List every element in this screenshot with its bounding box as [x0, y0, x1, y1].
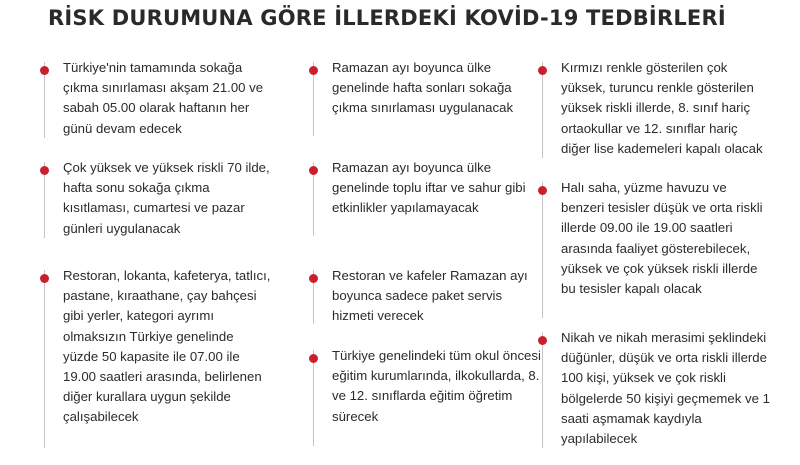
- measure-text: Restoran ve kafeler Ramazan ayı boyunca sadece paket servis hizmeti verecek: [332, 268, 528, 324]
- measure-text: Çok yüksek ve yüksek riskli 70 ilde, hafta sonu sokağa çıkma kısıtlaması, cumartesi ve pazar günleri uygulanacak: [63, 160, 270, 236]
- bullet-dot-icon: [538, 186, 547, 195]
- timeline-line: [542, 182, 543, 318]
- measure-text: Restoran, lokanta, kafeterya, tatlıcı, pastane, kıraathane, çay bahçesi gibi yerler, kategori ayrımı olmaksızın Türkiye genelinde yüzde 50 kapasite ile 07.00 ile 19.00 saatleri arasında, belirlenen diğer kurallara uygun şekilde çalışabilecek: [63, 268, 271, 425]
- list-item: [542, 328, 770, 449]
- timeline-line: [313, 350, 314, 446]
- list-item: [44, 266, 272, 428]
- measure-text: Kırmızı renkle gösterilen çok yüksek, turuncu renkle gösterilen yüksek riskli illerde, 8. sınıf hariç ortaokullar ve 12. sınıflar hariç diğer lise kademeleri kapalı olacak: [561, 60, 763, 156]
- list-item: [313, 158, 541, 219]
- bullet-dot-icon: [309, 274, 318, 283]
- measure-text: Ramazan ayı boyunca ülke genelinde toplu iftar ve sahur gibi etkinlikler yapılamayacak: [332, 160, 526, 216]
- bullet-dot-icon: [309, 166, 318, 175]
- list-item: [313, 266, 541, 327]
- bullet-dot-icon: [40, 274, 49, 283]
- list-item: [313, 58, 541, 119]
- measure-text: Halı saha, yüzme havuzu ve benzeri tesisler düşük ve orta riskli illerde 09.00 ile 19.00 saatleri arasında faaliyet gösterebilecek, yüksek ve çok yüksek riskli illerde bu tesisler kapalı olacak: [561, 180, 763, 297]
- bullet-dot-icon: [538, 336, 547, 345]
- measure-text: Nikah ve nikah merasimi şeklindeki düğünler, düşük ve orta riskli illerde 100 kişi, yüksek ve çok riskli bölgelerde 50 kişiyi geçmemek ve 1 saati aşmamak kaydıyla yapılabilecek: [561, 330, 770, 447]
- bullet-dot-icon: [40, 66, 49, 75]
- measure-text: Ramazan ayı boyunca ülke genelinde hafta sonları sokağa çıkma sınırlaması uygulanacak: [332, 60, 514, 116]
- measure-text: Türkiye genelindeki tüm okul öncesi eğitim kurumlarında, ilkokullarda, 8. ve 12. sınıflarda eğitim öğretim sürecek: [332, 348, 541, 424]
- measure-text: Türkiye'nin tamamında sokağa çıkma sınırlaması akşam 21.00 ve sabah 05.00 olarak haftanın her günü devam edecek: [63, 60, 264, 136]
- bullet-dot-icon: [309, 354, 318, 363]
- page-title: RİSK DURUMUNA GÖRE İLLERDEKİ KOVİD-19 TEDBİRLERİ: [48, 6, 726, 30]
- timeline-line: [542, 332, 543, 448]
- bullet-dot-icon: [309, 66, 318, 75]
- list-item: [44, 58, 272, 139]
- bullet-dot-icon: [538, 66, 547, 75]
- list-item: [313, 346, 541, 427]
- list-item: [542, 58, 770, 159]
- timeline-line: [542, 62, 543, 158]
- list-item: [44, 158, 272, 239]
- timeline-line: [44, 270, 45, 448]
- list-item: [542, 178, 770, 299]
- bullet-dot-icon: [40, 166, 49, 175]
